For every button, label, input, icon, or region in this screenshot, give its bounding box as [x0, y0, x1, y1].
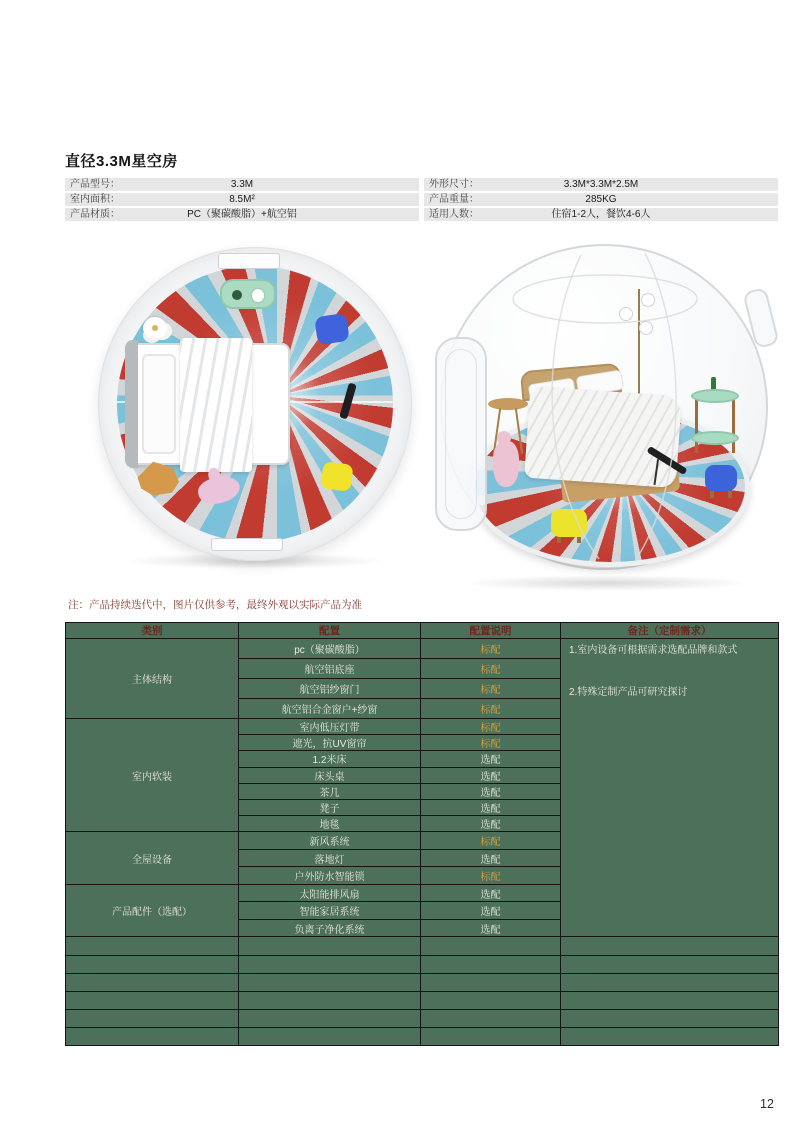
status-cell: 选配: [421, 919, 561, 937]
cart-post: [732, 397, 735, 453]
empty-cell: [66, 1028, 239, 1046]
status-cell: 选配: [421, 884, 561, 902]
remark-line: 1.室内设备可根据需求选配品牌和款式: [569, 645, 738, 656]
spec-label: 产品重量：: [429, 194, 479, 205]
spec-row-area: [65, 193, 419, 206]
disclaimer-note: 注：产品持续迭代中，图片仅供参考，最终外观以实际产品为准: [68, 599, 362, 611]
empty-cell: [561, 1028, 779, 1046]
empty-cell: [66, 973, 239, 991]
status-cell: 标配: [421, 867, 561, 885]
status-cell: 选配: [421, 849, 561, 867]
spec-label: 产品型号：: [70, 179, 120, 190]
empty-cell: [421, 937, 561, 955]
top-view-image: [98, 247, 412, 561]
spec-value: 285KG: [585, 194, 617, 205]
config-cell: 凳子: [239, 799, 421, 815]
header-status: 配置说明: [421, 623, 561, 639]
empty-cell: [561, 991, 779, 1009]
config-cell: 室内低压灯带: [239, 719, 421, 735]
empty-cell: [561, 955, 779, 973]
empty-cell: [66, 955, 239, 973]
lamp-globe: [619, 307, 633, 321]
empty-cell: [561, 1010, 779, 1028]
blue-stool: [314, 313, 350, 345]
empty-row: [66, 1010, 779, 1028]
yellow-stool: [320, 461, 353, 491]
spec-table: [65, 178, 778, 221]
status-cell: 标配: [421, 699, 561, 719]
config-table-row: [66, 639, 779, 659]
status-cell: 标配: [421, 639, 561, 659]
empty-cell: [561, 937, 779, 955]
empty-cell: [421, 991, 561, 1009]
status-cell: 选配: [421, 767, 561, 783]
category-cell: 主体结构: [66, 639, 239, 719]
spec-row-weight: [424, 193, 778, 206]
empty-cell: [239, 937, 421, 955]
config-cell: 新风系统: [239, 832, 421, 850]
spec-value: 8.5M²: [229, 194, 255, 205]
config-cell: 航空铝底座: [239, 659, 421, 679]
empty-cell: [239, 973, 421, 991]
header-config: 配置: [239, 623, 421, 639]
perspective-view-image: [433, 241, 781, 583]
empty-row: [66, 955, 779, 973]
status-cell: 选配: [421, 902, 561, 920]
status-cell: 标配: [421, 719, 561, 735]
empty-row: [66, 973, 779, 991]
page-number: 12: [760, 1097, 774, 1111]
status-cell: 选配: [421, 783, 561, 799]
empty-cell: [421, 1010, 561, 1028]
spec-value: PC（聚碳酸脂）+航空铝: [187, 209, 297, 220]
remarks-cell: [561, 639, 779, 937]
status-cell: 选配: [421, 799, 561, 815]
cart-shelf: [691, 389, 739, 403]
empty-row: [66, 937, 779, 955]
status-cell: 标配: [421, 832, 561, 850]
category-cell: 产品配件（选配）: [66, 884, 239, 937]
bed-pillow: [142, 354, 176, 454]
config-cell: 航空铝纱窗门: [239, 679, 421, 699]
blue-stool: [705, 465, 737, 491]
config-table: [65, 622, 779, 1046]
empty-cell: [66, 991, 239, 1009]
spec-row-model: [65, 178, 419, 191]
yellow-stool: [551, 509, 587, 537]
status-cell: 选配: [421, 816, 561, 832]
empty-cell: [421, 955, 561, 973]
empty-cell: [239, 991, 421, 1009]
config-cell: 负离子净化系统: [239, 919, 421, 937]
lamp-globe: [641, 293, 655, 307]
spec-label: 产品材质：: [70, 209, 120, 220]
config-cell: 户外防水智能锁: [239, 867, 421, 885]
spec-value: 住宿1-2人，餐饮4-6人: [551, 209, 651, 220]
config-cell: 落地灯: [239, 849, 421, 867]
bed-duvet: [524, 386, 682, 488]
page-title: 直径3.3M星空房: [65, 153, 178, 170]
config-cell: 床头桌: [239, 767, 421, 783]
pink-toy: [493, 441, 519, 487]
spec-label: 室内面积：: [70, 194, 120, 205]
status-cell: 标配: [421, 735, 561, 751]
flower-decor: [143, 317, 167, 339]
config-cell: 茶几: [239, 783, 421, 799]
remark-line: 2.特殊定制产品可研究探讨: [569, 687, 688, 698]
entrance-tunnel-inner: [445, 349, 477, 519]
config-cell: 遮光，抗UV窗帘: [239, 735, 421, 751]
empty-cell: [239, 1010, 421, 1028]
empty-cell: [239, 1028, 421, 1046]
config-cell: pc（聚碳酸脂）: [239, 639, 421, 659]
spec-row-material: [65, 208, 419, 221]
config-cell: 1.2米床: [239, 751, 421, 767]
bed-duvet: [180, 338, 252, 472]
door-top: [218, 253, 280, 269]
spec-row-dimensions: [424, 178, 778, 191]
door-bottom: [211, 538, 283, 551]
tray-item: [252, 289, 264, 302]
empty-cell: [561, 973, 779, 991]
spec-label: 外形尺寸：: [429, 179, 479, 190]
cart-post: [695, 397, 698, 453]
cart-shelf: [691, 431, 739, 445]
spec-table-right: [424, 178, 778, 221]
header-category: 类别: [66, 623, 239, 639]
config-cell: 太阳能排风扇: [239, 884, 421, 902]
status-cell: 选配: [421, 751, 561, 767]
entrance-tunnel: [435, 337, 487, 531]
status-cell: 标配: [421, 659, 561, 679]
empty-cell: [421, 1028, 561, 1046]
config-cell: 地毯: [239, 816, 421, 832]
spec-table-left: [65, 178, 419, 221]
config-cell: 航空铝合金窗户+纱窗: [239, 699, 421, 719]
category-cell: 室内软装: [66, 719, 239, 832]
empty-row: [66, 1028, 779, 1046]
empty-cell: [66, 1010, 239, 1028]
config-table-header-row: [66, 623, 779, 639]
status-cell: 标配: [421, 679, 561, 699]
bed-headboard: [125, 340, 138, 468]
green-tray: [220, 279, 276, 309]
spec-value: 3.3M*3.3M*2.5M: [563, 179, 639, 190]
spec-label: 适用人数：: [429, 209, 479, 220]
config-cell: 智能家居系统: [239, 902, 421, 920]
top-view-bed: [128, 343, 290, 465]
empty-row: [66, 991, 779, 1009]
category-cell: 全屋设备: [66, 832, 239, 885]
image-shadow: [461, 575, 753, 591]
spec-value: 3.3M: [230, 179, 254, 190]
green-cart: [691, 389, 739, 461]
header-remarks: 备注（定制需求）: [561, 623, 779, 639]
spec-row-capacity: [424, 208, 778, 221]
empty-cell: [421, 973, 561, 991]
empty-cell: [239, 955, 421, 973]
tray-item: [232, 290, 242, 300]
empty-cell: [66, 937, 239, 955]
lamp-globe: [639, 321, 653, 335]
